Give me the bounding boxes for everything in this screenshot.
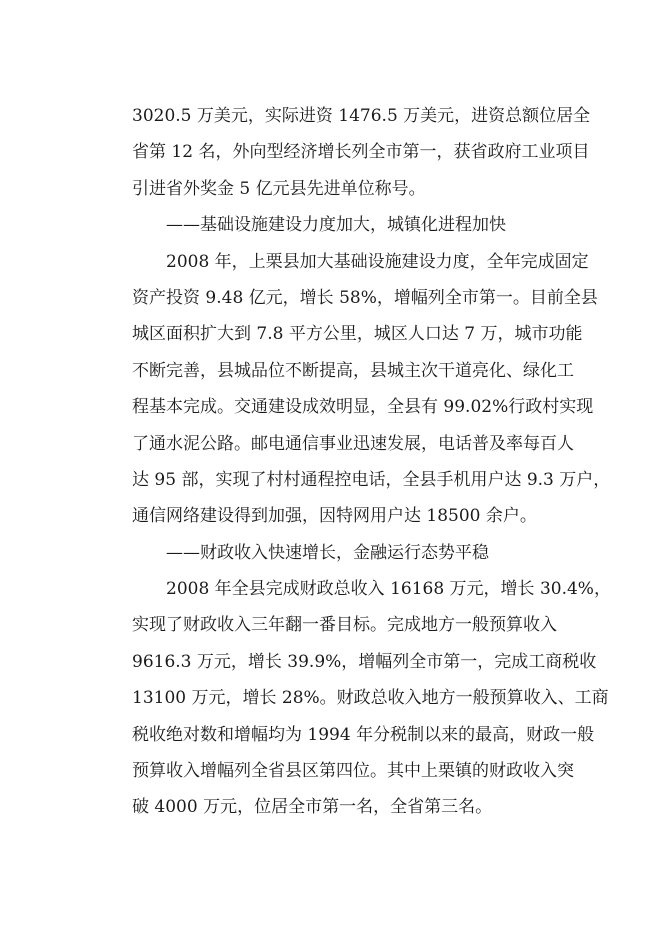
text-line: 引进省外奖金 5 亿元县先进单位称号。 (132, 178, 426, 199)
text-line: 通信网络建设得到加强，因特网用户达 18500 余户。 (132, 506, 537, 527)
text-line: 破 4000 万元，位居全市第一名，全省第三名。 (132, 797, 493, 818)
text-line: 13100 万元，增长 28%。财政总收入地方一般预算收入、工商 (132, 688, 609, 709)
text-line: 城区面积扩大到 7.8 平方公里，城区人口达 7 万，城市功能 (132, 324, 583, 345)
text-line: 3020.5 万美元，实际进资 1476.5 万美元，进资总额位居全 (132, 106, 591, 126)
text-line: 资产投资 9.48 亿元，增长 58%，增幅列全市第一。目前全县 (132, 287, 598, 308)
text-line: 省第 12 名，外向型经济增长列全市第一，获省政府工业项目 (132, 142, 590, 163)
text-line: 2008 年，上栗县加大基础设施建设力度，全年完成固定 (132, 251, 589, 272)
section-heading: ——财政收入快速增长，金融运行态势平稳 (132, 542, 489, 563)
body-text (132, 98, 611, 826)
text-line: 2008 年全县完成财政总收入 16168 万元，增长 30.4%， (132, 579, 611, 600)
text-line: 达 95 部，实现了村村通程控电话，全县手机用户达 9.3 万户， (132, 469, 611, 490)
section-heading: ——基础设施建设力度加大，城镇化进程加快 (132, 215, 506, 236)
text-line: 不断完善，县城品位不断提高，县城主次干道亮化、绿化工 (132, 360, 574, 381)
text-line: 9616.3 万元，增长 39.9%，增幅列全市第一，完成工商税收 (132, 651, 597, 672)
text-line: 实现了财政收入三年翻一番目标。完成地方一般预算收入 (132, 615, 557, 636)
text-line: 税收绝对数和增幅均为 1994 年分税制以来的最高，财政一般 (132, 724, 595, 745)
text-line: 预算收入增幅列全省县区第四位。其中上栗镇的财政收入突 (132, 761, 574, 782)
text-line: 程基本完成。交通建设成效明显，全县有 99.02%行政村实现 (132, 397, 594, 418)
text-line: 了通水泥公路。邮电通信事业迅速发展，电话普及率每百人 (132, 433, 574, 454)
